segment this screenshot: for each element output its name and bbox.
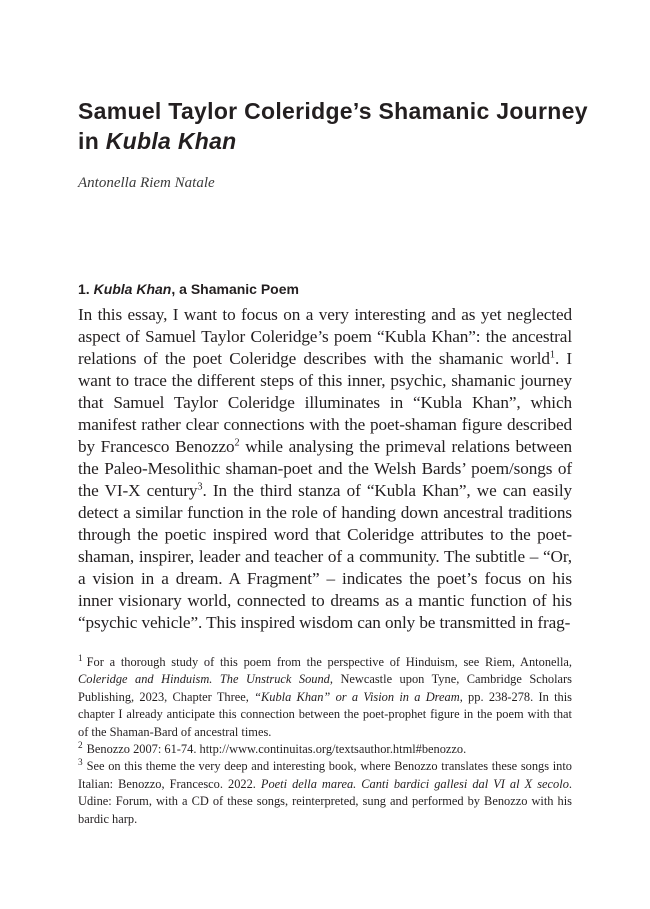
footnote-3 (78, 758, 572, 828)
footnotes (78, 654, 572, 828)
footnote-text: Benozzo 2007: 61-74. http://www.continuitas.org/textsauthor.html#benozzo. (86, 742, 467, 757)
footnote-ref-2[interactable]: 2 (234, 437, 240, 449)
chapter-title-line-2 (78, 126, 598, 156)
section-title-italic: Kubla Khan (93, 281, 172, 297)
footnote-text: , pp. 238-278. In this chapter I already anticipate this connection between the poet-prophet figure in the poem with that of the Shaman-Bard of ancestral times. (78, 689, 572, 739)
footnote-chapter-title: “Kubla Khan” or a Vision in a Dream (254, 689, 460, 704)
body-paragraph (78, 304, 572, 634)
body-sentence-4: . In the third stanza of “Kubla Khan”, we can easily detect a similar function in the role of handing down ancestral traditions through the poetic inspired word that Coleridge attributes to the poet-shaman, inspirer, leader and teacher of a community. The subtitle – “Or, a vision in a dream. A Fragment” – indicates the poet’s focus on his inner visionary world, connected to dreams as a mantic function of his “psychic vehicle”. This inspired wisdom can only be transmitted in frag- (78, 481, 572, 632)
body-sentence-2: . I want to trace the different steps of this inner, psychic, shamanic journey that Samuel Taylor Coleridge illuminates in “Kubla Khan”, which manifest rather clear connections with the poet-shaman figure described by Francesco Benozzo (78, 349, 572, 456)
chapter-title (78, 96, 598, 156)
footnote-book-title: Poeti della marea. Canti bardici gallesi dal VI al X secolo (260, 776, 569, 791)
footnote-2 (78, 741, 572, 758)
footnote-text: . Udine: Forum, with a CD of these songs, reinterpreted, sung and performed by Benozzo with his bardic harp. (78, 776, 572, 826)
chapter-title-prefix: in (78, 128, 106, 154)
body-sentence-3: while analysing the primeval relations between the Paleo-Mesolithic shaman-poet and the Welsh Bards’ poem/songs of the VI-X century (78, 437, 572, 500)
chapter-title-line-1: Samuel Taylor Coleridge’s Shamanic Journey (78, 98, 588, 124)
footnote-ref-1[interactable]: 1 (549, 349, 555, 361)
footnote-number: 1 (78, 653, 83, 664)
footnote-ref-3[interactable]: 3 (197, 481, 203, 493)
footnote-number: 2 (78, 740, 83, 751)
footnote-text: See on this theme the very deep and interesting book, where Benozzo translates these songs into Italian: Benozzo, Francesco. 2022. (78, 759, 572, 791)
chapter-title-italic: Kubla Khan (105, 128, 237, 154)
author-name: Antonella Riem Natale (78, 175, 215, 191)
footnote-text: , Newcastle upon Tyne, Cambridge Scholars Publishing, 2023, Chapter Three, (78, 672, 572, 704)
footnote-book-title: Coleridge and Hinduism. The Unstruck Sound (78, 672, 330, 687)
footnote-1 (78, 654, 572, 741)
body-sentence-1: In this essay, I want to focus on a very interesting and as yet neglected aspect of Samuel Taylor Coleridge’s poem “Kubla Khan”: the ancestral relations of the poet Coleridge describes with the shamanic world (78, 305, 572, 368)
section-title-rest: , a Shamanic Poem (171, 281, 299, 297)
section-number: 1. (78, 281, 94, 297)
footnote-number: 3 (78, 758, 83, 769)
footnote-text: For a thorough study of this poem from the perspective of Hinduism, see Riem, Antonella, (86, 655, 572, 669)
section-heading (78, 281, 299, 297)
